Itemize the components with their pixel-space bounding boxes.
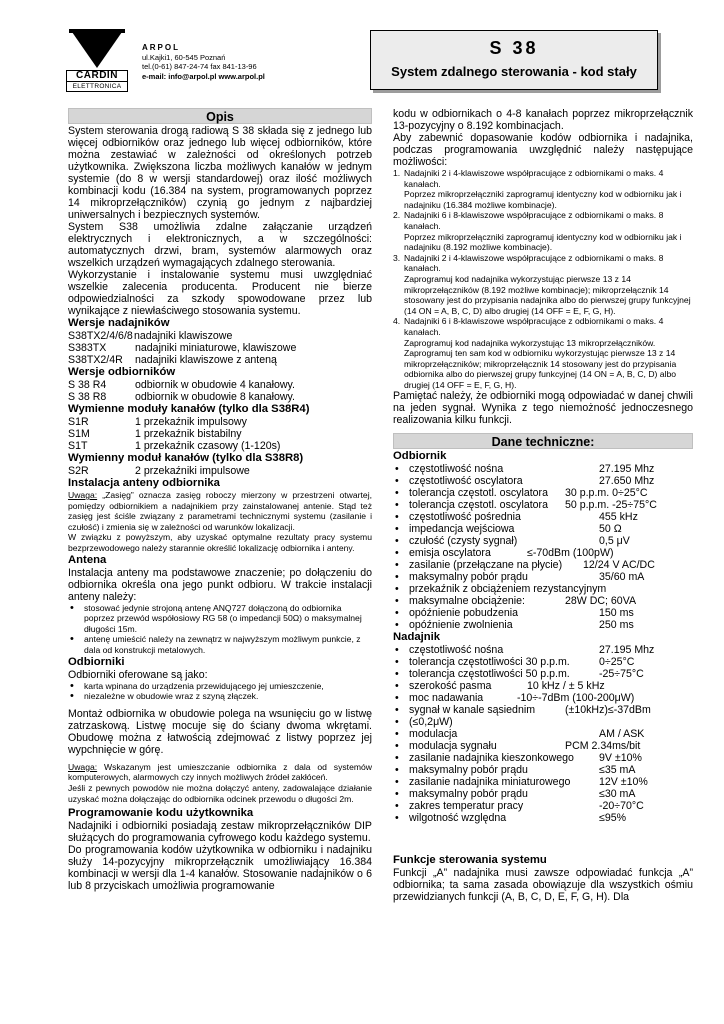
- option-line: Nadajniki 2 i 4-klawiszowe współpracujące z odbiornikami o maks. 8 kanałach.: [404, 252, 664, 274]
- functions-heading: Funkcje sterowania systemu: [393, 854, 547, 867]
- spec-label: • częstotliwość pośrednia: [409, 511, 521, 524]
- company-email: e-mail: info@arpol.pl www.arpol.pl: [142, 71, 265, 81]
- options-list: [393, 168, 693, 390]
- uwaga-label: Uwaga:: [68, 490, 98, 500]
- spec-value: AM / ASK: [599, 728, 645, 741]
- item-code: S 38 R8: [68, 391, 107, 403]
- spec-row: [393, 728, 693, 740]
- spec-value: -20÷70°C: [599, 800, 644, 813]
- antenna-paragraph: Instalacja anteny ma podstawowe znaczenie; po dołączeniu do odbiornika określa ona jego punkt odbioru. W trakcie instalacji anteny należy:: [68, 566, 372, 603]
- company-address: ul.Kajki1, 60-545 Poznań: [142, 52, 226, 62]
- spec-value: 0,5 μV: [599, 535, 630, 548]
- spec-label: • zasilanie nadajnika miniaturowego: [409, 776, 571, 789]
- spec-value: 250 ms: [599, 619, 634, 632]
- spec-value: -10÷-7dBm (100-200μW): [517, 692, 635, 705]
- spec-value: 27.650 Mhz: [599, 475, 655, 488]
- uwaga2-text: Wskazanym jest umieszczanie odbiornika z dala od systemów komputerowych, alarmowych czy innych możliwych źródeł zakłóceń.: [68, 761, 372, 783]
- spec-row: [393, 668, 693, 680]
- spec-value: 455 kHz: [599, 511, 638, 524]
- spec-row: [393, 740, 693, 752]
- transmitters-heading: Wersje nadajników: [68, 317, 170, 329]
- receivers-list: [68, 379, 372, 403]
- spec-value: 30 p.p.m. 0÷25°C: [565, 487, 648, 500]
- spec-row: [393, 487, 693, 499]
- spec-value: 28W DC; 60VA: [565, 595, 637, 608]
- spec-value: ≤-70dBm (100pW): [527, 547, 614, 560]
- item-desc: 1 przekaźnik impulsowy: [135, 416, 247, 428]
- spec-row: [393, 716, 693, 728]
- section-heading-opis: Opis: [68, 108, 372, 124]
- spec-row: [393, 559, 693, 571]
- item-desc: odbiornik w obudowie 8 kanałowy.: [135, 391, 295, 403]
- list-item: [68, 428, 372, 440]
- transmitters-list: [68, 330, 372, 366]
- spec-label: • tolerancja częstotl. oscylatora: [409, 487, 548, 500]
- logo-subtext: ELETTRONICA: [66, 82, 128, 92]
- list-item: [393, 168, 693, 210]
- spec-row: [393, 583, 693, 595]
- opis-paragraph-3: Wykorzystanie i instalowanie systemu musi uwzględniać wszelkie zalecenia producenta. Producent nie bierze odpowiedzialności za szkody spowodowane przez lub wynikające z niewłaściwego stosowania systemu.: [68, 269, 372, 317]
- spec-row: [393, 812, 693, 824]
- transmitter-specs: [393, 644, 693, 824]
- spec-row: [393, 619, 693, 631]
- uwaga2-label: Uwaga:: [68, 761, 98, 772]
- spec-value: 12V ±10%: [599, 776, 648, 789]
- spec-row: [393, 800, 693, 812]
- spec-label: • częstotliwość oscylatora: [409, 475, 523, 488]
- option-line: Poprzez mikroprzełączniki zaprogramuj identyczny kod w odbiorniku jak i nadajniku (16.384 możliwe kombinacje).: [404, 189, 682, 210]
- spec-value: 150 ms: [599, 607, 634, 620]
- spec-row: [393, 595, 693, 607]
- spec-row: [393, 752, 693, 764]
- list-item: [393, 316, 693, 390]
- option-number: 2.: [393, 210, 401, 221]
- opis-paragraph-1: System sterowania drogą radiową S 38 składa się z jednego lub więcej odbiorników oraz jednego lub więcej odbiorników, które można zestawiać w zależności od określonych potrzeb użytkownika. Zwiększona liczba możliwych kanałów w jednym systemie (do 8 w wersji standardowej) oraz ilość możliwych kombinacji kodu (16.384 na system, programowanych poprzez 14 mikroprzełączników) czynią go jednym z najbardziej uniwersalnych i bezpiecznych systemów.: [68, 125, 372, 221]
- uwaga2-block: [68, 762, 372, 804]
- spec-row: [393, 607, 693, 619]
- item-code: S1T: [68, 440, 88, 452]
- item-desc: nadajniki miniaturowe, klawiszowe: [135, 342, 297, 354]
- spec-row: [393, 692, 693, 704]
- list-item: [68, 465, 372, 477]
- antenna-heading: Antena: [68, 553, 107, 566]
- logo-triangle-icon: [72, 32, 122, 68]
- spec-label: • częstotliwość nośna: [409, 463, 504, 476]
- spec-row: [393, 523, 693, 535]
- spec-label: • moc nadawania: [409, 692, 484, 705]
- right-column: [393, 108, 693, 903]
- spec-label: • maksymalny pobór prądu: [409, 764, 528, 777]
- functions-paragraph: Funkcji „A” nadajnika musi zawsze odpowiadać funkcja „A” odbiornika; ta sama zasada obowiązuje dla wszystkich ośmiu przewidzianych funkcji (A, B, C, D, E, F, G, H). Dla: [393, 867, 693, 904]
- header: [66, 26, 658, 94]
- module8-heading: Wymienny moduł kanałów (tylko dla S38R8): [68, 452, 304, 464]
- spec-row: [393, 535, 693, 547]
- item-desc: odbiornik w obudowie 4 kanałowy.: [135, 379, 295, 391]
- uwaga-text-2: W związku z powyższym, aby uzyskać optymalne rezultaty pracy systemu bezprzewodowego należy starannie określić lokalizację odbiornika i anteny.: [68, 532, 372, 553]
- company-name: ARPOL: [142, 43, 180, 52]
- list-item: [68, 342, 372, 354]
- continued-paragraph-1: kodu w odbiornikach o 4-8 kanałach poprzez mikroprzełącznik 13-pozycyjny o 8.192 kombinacjach.: [393, 108, 693, 132]
- list-item: • niezależne w obudowie wraz z szyną złączek.: [68, 691, 372, 702]
- spec-label: • tolerancja częstotliwości 30 p.p.m.: [409, 656, 570, 669]
- spec-label: • zasilanie nadajnika kieszonkowego: [409, 752, 574, 765]
- logo-text: CARDIN: [66, 70, 128, 82]
- spec-value: 50 p.p.m. -25÷75°C: [565, 499, 657, 512]
- product-subtitle: System zdalnego sterowania - kod stały: [391, 64, 637, 79]
- spec-label: • zasilanie (przełączane na płycie): [409, 559, 563, 572]
- spec-value: 10 kHz / ± 5 kHz: [527, 680, 605, 693]
- mount-paragraph: Montaż odbiornika w obudowie polega na wsunięciu go w listwę zatrzaskową. Listwę mocuje się do ściany dwoma wkrętami. Obudowę można z łatwością zdejmować z listwy poprzez jej wypchnięcie w górę.: [68, 707, 372, 756]
- spec-row: [393, 463, 693, 475]
- list-item: [393, 210, 693, 252]
- spec-label: • wilgotność względna: [409, 812, 507, 825]
- spec-value: ≤35 mA: [599, 764, 636, 777]
- item-desc: 2 przekaźniki impulsowe: [135, 465, 250, 477]
- spec-label: • opóźnienie zwolnienia: [409, 619, 513, 632]
- note-paragraph: Pamiętać należy, że odbiorniki mogą odpowiadać w danej chwili na jeden sygnał. Wynika z tego niemożność jednoczesnego realizowania kilku funkcji.: [393, 390, 693, 427]
- list-item: • antenę umieścić należy na zewnątrz w najwyższym możliwym punkcie, z dala od konstrukcji metalowych.: [68, 634, 372, 655]
- option-line: Nadajniki 6 i 8-klawiszowe współpracujące z odbiornikami o maks. 8 kanałach.: [404, 210, 664, 231]
- list-item: [393, 253, 693, 317]
- spec-row: [393, 644, 693, 656]
- spec-value: 12/24 V AC/DC: [583, 559, 655, 572]
- cardin-logo: [66, 26, 128, 94]
- spec-label: • czułość (czysty sygnał): [409, 535, 518, 548]
- list-item: [68, 379, 372, 391]
- list-item: [68, 391, 372, 403]
- spec-row: [393, 776, 693, 788]
- receiver-specs-heading: Odbiornik: [393, 450, 447, 463]
- item-code: S 38 R4: [68, 379, 107, 391]
- spec-label: • modulacja: [409, 728, 458, 741]
- spec-label: • maksymalny pobór prądu: [409, 571, 528, 584]
- spec-row: [393, 680, 693, 692]
- option-number: 3.: [393, 252, 401, 263]
- left-column: [68, 108, 372, 892]
- spec-label: • impedancja wejściowa: [409, 523, 515, 536]
- receivers-heading: Wersje odbiorników: [68, 366, 176, 378]
- spec-label: • emisja oscylatora: [409, 547, 491, 560]
- spec-row: [393, 764, 693, 776]
- spec-label: • maksymalne obciążenie:: [409, 595, 525, 608]
- list-item: [68, 440, 372, 452]
- programming-heading: Programowanie kodu użytkownika: [68, 807, 254, 820]
- option-line: Zaprogramuj kod nadajnika wykorzystując 13 mikroprzełączników. Zaprogramuj ten sam kod w odbiorniku wykorzystując pierwsze 13 z 14 mikroprzełączników; mikroprzełącznik 14 stosowany jest do przypisania odbiornika albo do pierwszej grupy funkcyjnej (14 ON = A, B, C, D) albo drugiej (14 OFF = E, F, G, H).: [404, 337, 677, 390]
- product-code: S 38: [489, 38, 539, 58]
- spec-row: [393, 656, 693, 668]
- spec-label: • (≤0,2μW): [409, 716, 453, 729]
- option-number: 4.: [393, 316, 401, 327]
- title-box: [370, 30, 658, 90]
- opis-paragraph-2: System S38 umożliwia zdalne załączanie urządzeń elektrycznych i elektronicznych, a w szczególności: automatycznych drzwi, bram, systemów alarmowych oraz wszelkich urządzeń wymagających zdalnego sterowania.: [68, 221, 372, 269]
- list-item: • karta wpinana do urządzenia przewidującego jej umieszczenie,: [68, 681, 372, 692]
- spec-row: [393, 499, 693, 511]
- item-code: S1M: [68, 428, 90, 440]
- company-info: [142, 43, 265, 81]
- uwaga2-text-2: Jeśli z pewnych powodów nie można dołączyć anteny, zadowalające działanie uzyskać można dołączając do odbiornika odcinek przewodu o długości 2m.: [68, 782, 372, 804]
- spec-value: ≤95%: [599, 812, 627, 825]
- modules-list: [68, 416, 372, 452]
- option-line: Nadajniki 6 i 8-klawiszowe współpracujące z odbiornikami o maks. 4 kanałach.: [404, 316, 664, 337]
- option-line: Nadajniki 2 i 4-klawiszowe współpracujące z odbiornikami o maks. 4 kanałach.: [404, 168, 664, 189]
- spec-value: -25÷75°C: [599, 668, 644, 681]
- option-line: Poprzez mikroprzełączniki zaprogramuj identyczny kod w odbiorniku jak i nadajniku (8.192 możliwe kombinacje).: [404, 231, 682, 253]
- programming-paragraph-1: Nadajniki i odbiorniki posiadają zestaw mikroprzełączników DIP służących do programowania cyfrowego kodu każdego systemu.: [68, 820, 372, 845]
- spec-row: [393, 475, 693, 487]
- list-item: [68, 354, 372, 366]
- programming-paragraph-2: Do programowania kodów użytkownika w odbiorniku i nadajniku służy 14-pozycyjny mikroprzełącznik umożliwiający 16.384 kombinacji w wersji dla 1-4 kanałów. Stosowanie nadajników o 6 lub 8 przyciskach umożliwia programowanie: [68, 844, 372, 893]
- item-code: S38TX2/4/6/8: [68, 330, 133, 342]
- spec-value: 50 Ω: [599, 523, 622, 536]
- receiver-specs: [393, 463, 693, 631]
- spec-label: • zakres temperatur pracy: [409, 800, 524, 813]
- spec-value: 27.195 Mhz: [599, 644, 655, 657]
- uwaga-block: [68, 490, 372, 554]
- receivers2-heading: Odbiorniki: [68, 655, 125, 668]
- item-code: S2R: [68, 465, 89, 477]
- item-code: S1R: [68, 416, 89, 428]
- list-item: [68, 330, 372, 342]
- spec-label: • szerokość pasma: [409, 680, 492, 693]
- spec-label: • tolerancja częstotliwości 50 p.p.m.: [409, 668, 570, 681]
- spec-label: • maksymalny pobór prądu: [409, 788, 528, 801]
- antenna-install-heading: Instalacja anteny odbiornika: [68, 477, 220, 489]
- transmitter-specs-heading: Nadajnik: [393, 631, 441, 644]
- company-phone: tel.(0-61) 847-24-74 fax 841-13-96: [142, 62, 257, 71]
- item-desc: 1 przekaźnik czasowy (1-120s): [135, 440, 281, 452]
- spec-label: • tolerancja częstotl. oscylatora: [409, 499, 548, 512]
- spec-value: 0÷25°C: [599, 656, 635, 669]
- receivers2-paragraph: Odbiorniki oferowane są jako:: [68, 668, 208, 681]
- receivers2-list: [68, 681, 372, 702]
- item-desc: nadajniki klawiszowe z anteną: [135, 354, 277, 366]
- uwaga-text: „Zasięg” oznacza zasięg roboczy mierzony w przestrzeni otwartej, pomiędzy odbiornikiem a nadajnikiem przy zainstalowanej antenie. Stąd też zasięg jest ściśle związany z parametrami technicznymi systemu (zasilanie i czułość) i zmienia się w zależności od warunków lokalizacji.: [68, 490, 372, 532]
- spec-value: 35/60 mA: [599, 571, 645, 584]
- spec-row: [393, 704, 693, 716]
- continued-paragraph-2: Aby zabewnić dopasowanie kodów odbiornika i nadajnika, podczas programowania uwzględnić należy następujące możliwości:: [393, 132, 693, 168]
- spec-value: ≤30 mA: [599, 788, 636, 801]
- spec-label: • częstotliwość nośna: [409, 644, 504, 657]
- spec-value: 27.195 Mhz: [599, 463, 655, 476]
- option-number: 1.: [393, 168, 401, 178]
- antenna-list: [68, 603, 372, 656]
- spec-value: (±10kHz)≤-37dBm: [565, 704, 651, 717]
- spec-row: [393, 571, 693, 583]
- spec-label: • sygnał w kanale sąsiednim: [409, 704, 536, 717]
- spec-value: 9V ±10%: [599, 752, 642, 765]
- item-code: S383TX: [68, 342, 107, 354]
- modules-heading: Wymienne moduły kanałów (tylko dla S38R4): [68, 403, 310, 415]
- spec-label: • przekaźnik z obciążeniem rezystancyjnym: [409, 583, 607, 596]
- spec-row: [393, 511, 693, 523]
- spec-row: [393, 788, 693, 800]
- item-code: S38TX2/4R: [68, 354, 123, 366]
- spec-row: [393, 547, 693, 559]
- list-item: [68, 416, 372, 428]
- list-item: • stosować jedynie strojoną antenę ANQ727 dołączoną do odbiornika poprzez przewód współosiowy RG 58 (o impedancji 50Ω) o maksymalnej długości 15m.: [68, 603, 372, 635]
- option-line: Zaprogramuj kod nadajnika wykorzystując pierwsze 13 z 14 mikroprzełączników (8.192 możliwe kombinacje); mikroprzełącznik 14 stosowany jest do przypisania nadajnika albo do pierwszej grupy funkcyjnej (14 ON = A, B, C, D) albo drugiej (14 OFF = E, F, G, H).: [404, 273, 691, 316]
- spec-value: PCM 2.34ms/bit: [565, 740, 641, 753]
- item-desc: nadajniki klawiszowe: [134, 330, 233, 342]
- item-desc: 1 przekaźnik bistabilny: [135, 428, 242, 440]
- spec-label: • opóźnienie pobudzenia: [409, 607, 518, 620]
- section-heading-tech: Dane techniczne:: [393, 433, 693, 449]
- spec-label: • modulacja sygnału: [409, 740, 497, 753]
